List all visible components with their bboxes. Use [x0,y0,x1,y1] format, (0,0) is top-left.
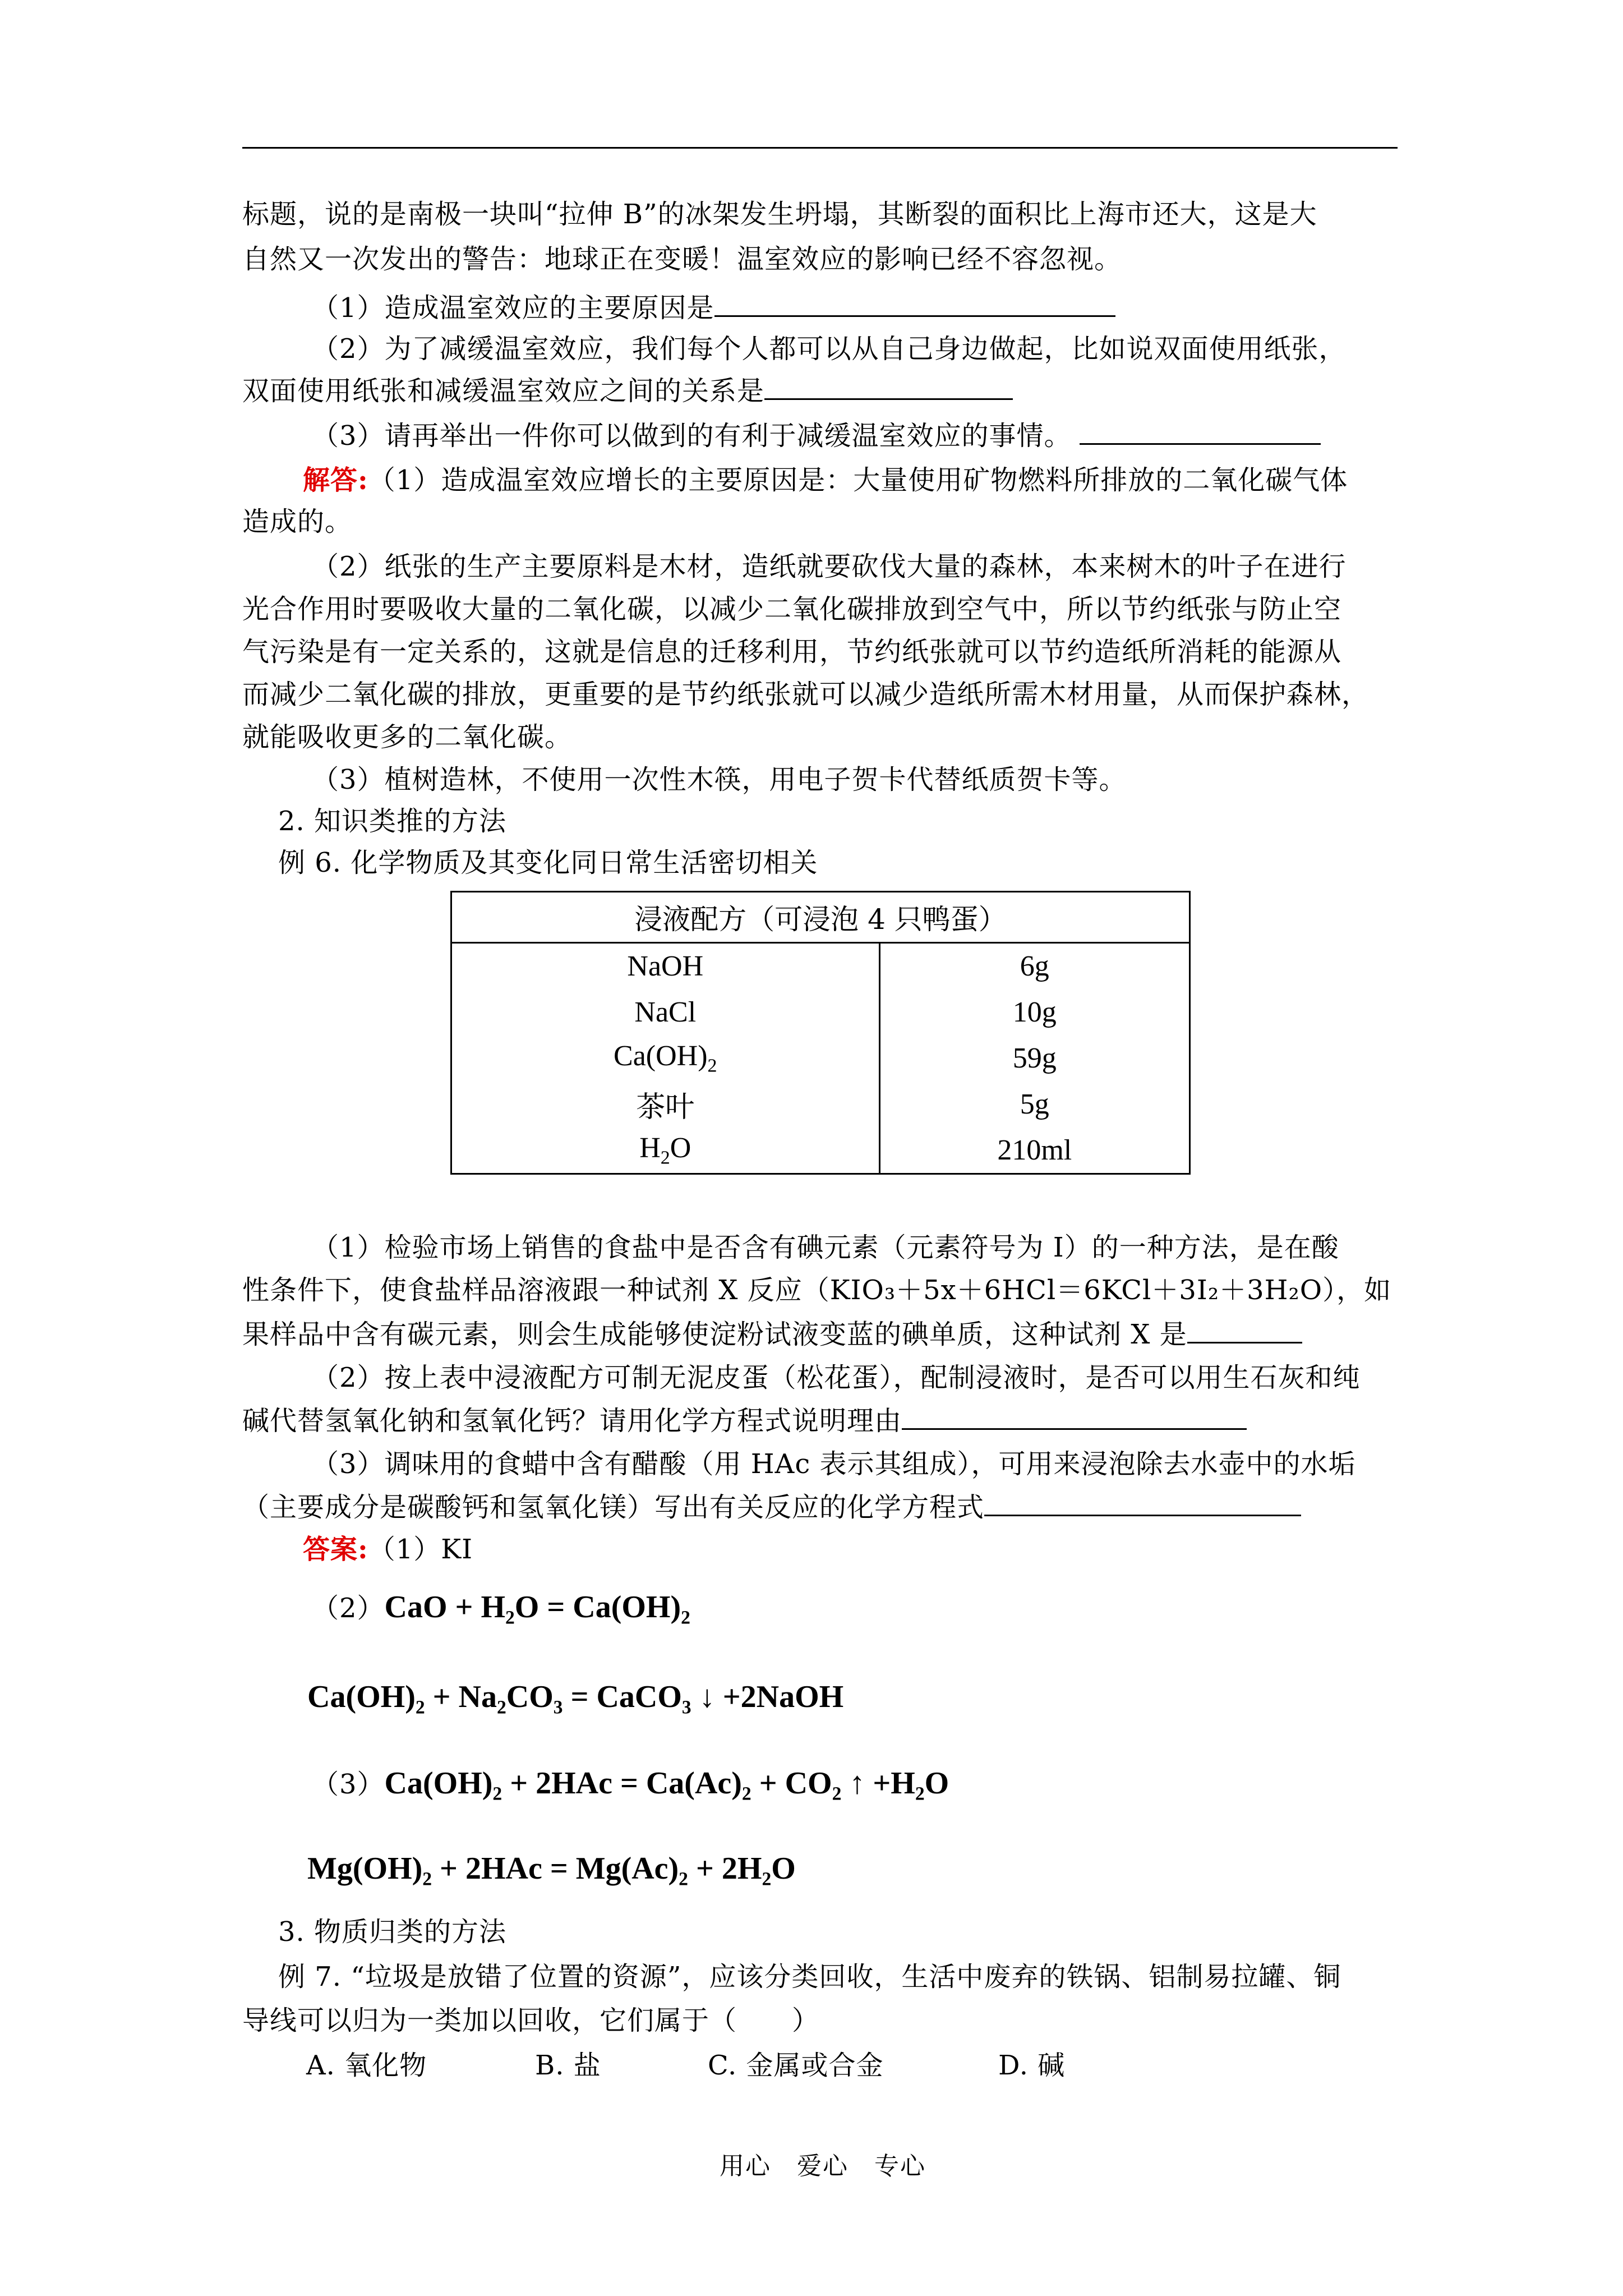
paragraph-line: 光合作用时要吸收大量的二氧化碳，以减少二氧化碳排放到空气中，所以节约纸张与防止空 [242,593,1342,625]
answer-blank[interactable] [1080,418,1321,445]
table-cell: NaCl [451,990,880,1036]
question-text: （主要成分是碳酸钙和氢氧化镁）写出有关反应的化学方程式 [242,1492,985,1523]
equation-2: Ca(OH)₂ + Na₂CO₃ = CaCO₃ ↓ +2NaOH [307,1680,844,1714]
equation-text: CaO + H₂O = Ca(OH)₂ [384,1590,690,1625]
paragraph-line: 造成的。 [242,506,353,537]
table-cell: 6g [1020,950,1049,983]
question-text: 双面使用纸张和减缓温室效应之间的关系是 [242,375,765,407]
equation-number: （3） [312,1769,385,1800]
table-cell [451,1127,880,1174]
table-row [451,990,1190,1036]
answer-label: 答案: [303,1534,368,1565]
table-row [451,942,1190,989]
answer-blank[interactable] [714,291,1115,317]
question-1 [312,291,1115,325]
paragraph-line: （2）按上表中浸液配方可制无泥皮蛋（松花蛋），配制浸液时，是否可以用生石灰和纯 [312,1362,1361,1393]
question-text: （3）请再举出一件你可以做到的有利于减缓温室效应的事情。 [312,420,1072,452]
table-row [451,1127,1190,1174]
equation-number: （2） [312,1593,385,1624]
paragraph-line: 就能吸收更多的二氧化碳。 [242,721,573,753]
equation-1 [312,1588,690,1628]
answer-6 [303,1533,473,1566]
paragraph-line: （1）检验市场上销售的食盐中是否含有碘元素（元素符号为 I）的一种方法，是在酸 [312,1232,1339,1263]
table-cell: 210ml [997,1134,1072,1166]
paragraph-line: 导线可以归为一类加以回收，它们属于（ ） [242,2005,820,2036]
paragraph-line: 性条件下，使食盐样品溶液跟一种试剂 X 反应（KIO₃＋5x＋6HCl＝6KCl＋3I₂＋3H₂O），如 [242,1274,1392,1306]
answer-text: （1）KI [368,1534,473,1565]
paragraph-line: 气污染是有一定关系的，这就是信息的迁移利用，节约纸张就可以节约造纸所消耗的能源从 [242,636,1342,668]
question-3 [312,418,1321,453]
paragraph-line: （3）调味用的食蜡中含有醋酸（用 HAc 表示其组成），可用来浸泡除去水壶中的水垢 [312,1448,1356,1480]
page-footer: 用心 爱心 专心 [720,2152,926,2180]
formula-subscript: 2 [707,1055,717,1076]
paragraph-line: （2）纸张的生产主要原料是木材，造纸就要砍伐大量的森林，本来树木的叶子在进行 [312,551,1347,582]
recipe-table [450,891,1191,1175]
question-text: 果样品中含有碳元素，则会生成能够使淀粉试液变蓝的碘单质，这种试剂 X 是 [242,1319,1187,1350]
paragraph-line: 而减少二氧化碳的排放，更重要的是节约纸张就可以减少造纸所需木材用量，从而保护森林， [242,679,1370,710]
answer-blank[interactable] [902,1404,1247,1430]
paragraph-line: 例 7. “垃圾是放错了位置的资源”，应该分类回收，生活中废弃的铁锅、铝制易拉罐、铜 [278,1961,1341,1993]
option-a[interactable]: A. 氧化物 [306,2050,427,2081]
option-d[interactable]: D. 碱 [998,2050,1066,2081]
question-text: 碱代替氢氧化钠和氢氧化钙？请用化学方程式说明理由 [242,1405,902,1437]
table-title: 浸液配方（可浸泡 4 只鸭蛋） [451,892,1190,943]
equation-text: Ca(OH)₂ + 2HAc = Ca(Ac)₂ + CO₂ ↑ +H₂O [384,1766,949,1801]
example-heading: 例 6. 化学物质及其变化同日常生活密切相关 [278,847,818,878]
paragraph-line: 自然又一次发出的警告：地球正在变暖！温室效应的影响已经不容忽视。 [242,243,1122,275]
section-heading: 3. 物质归类的方法 [278,1916,507,1948]
question-line [242,1404,1247,1438]
question-2 [242,374,1013,408]
table-cell: 10g [1012,996,1057,1029]
formula-main: O [670,1131,691,1164]
formula-main: Ca(OH) [614,1040,708,1073]
table-cell: 5g [1020,1088,1049,1120]
section-heading: 2. 知识类推的方法 [278,806,507,837]
formula-main: H [639,1131,661,1164]
header-rule [242,147,1398,149]
formula-subscript: 2 [660,1147,670,1168]
table-cell: NaOH [451,942,880,989]
question-2-line: （2）为了减缓温室效应，我们每个人都可以从自己身边做起，比如说双面使用纸张， [312,333,1347,365]
question-line [242,1490,1301,1524]
answer-blank[interactable] [984,1490,1301,1516]
table-cell: 59g [1012,1042,1057,1074]
table-row [451,1081,1190,1127]
paragraph-line: （3）植树造林，不使用一次性木筷，用电子贺卡代替纸质贺卡等。 [312,764,1127,795]
answer-blank[interactable] [1187,1317,1302,1343]
answer-blank[interactable] [764,374,1013,400]
paragraph-line: 标题，说的是南极一块叫“拉伸 B”的冰架发生坍塌，其断裂的面积比上海市还大，这是大 [242,199,1317,230]
table-cell: 茶叶 [451,1081,880,1127]
question-line [242,1317,1302,1351]
answer-label: 解答: [303,464,368,496]
answer-1 [303,463,1348,497]
table-row [451,1036,1190,1082]
equation-3 [312,1764,949,1804]
option-b[interactable]: B. 盐 [535,2050,601,2081]
table-cell [451,1036,880,1082]
option-c[interactable]: C. 金属或合金 [708,2050,884,2081]
question-text: （1）造成温室效应的主要原因是 [312,292,714,324]
equation-4: Mg(OH)₂ + 2HAc = Mg(Ac)₂ + 2H₂O [307,1851,796,1886]
answer-text: （1）造成温室效应增长的主要原因是：大量使用矿物燃料所排放的二氧化碳气体 [368,464,1348,496]
